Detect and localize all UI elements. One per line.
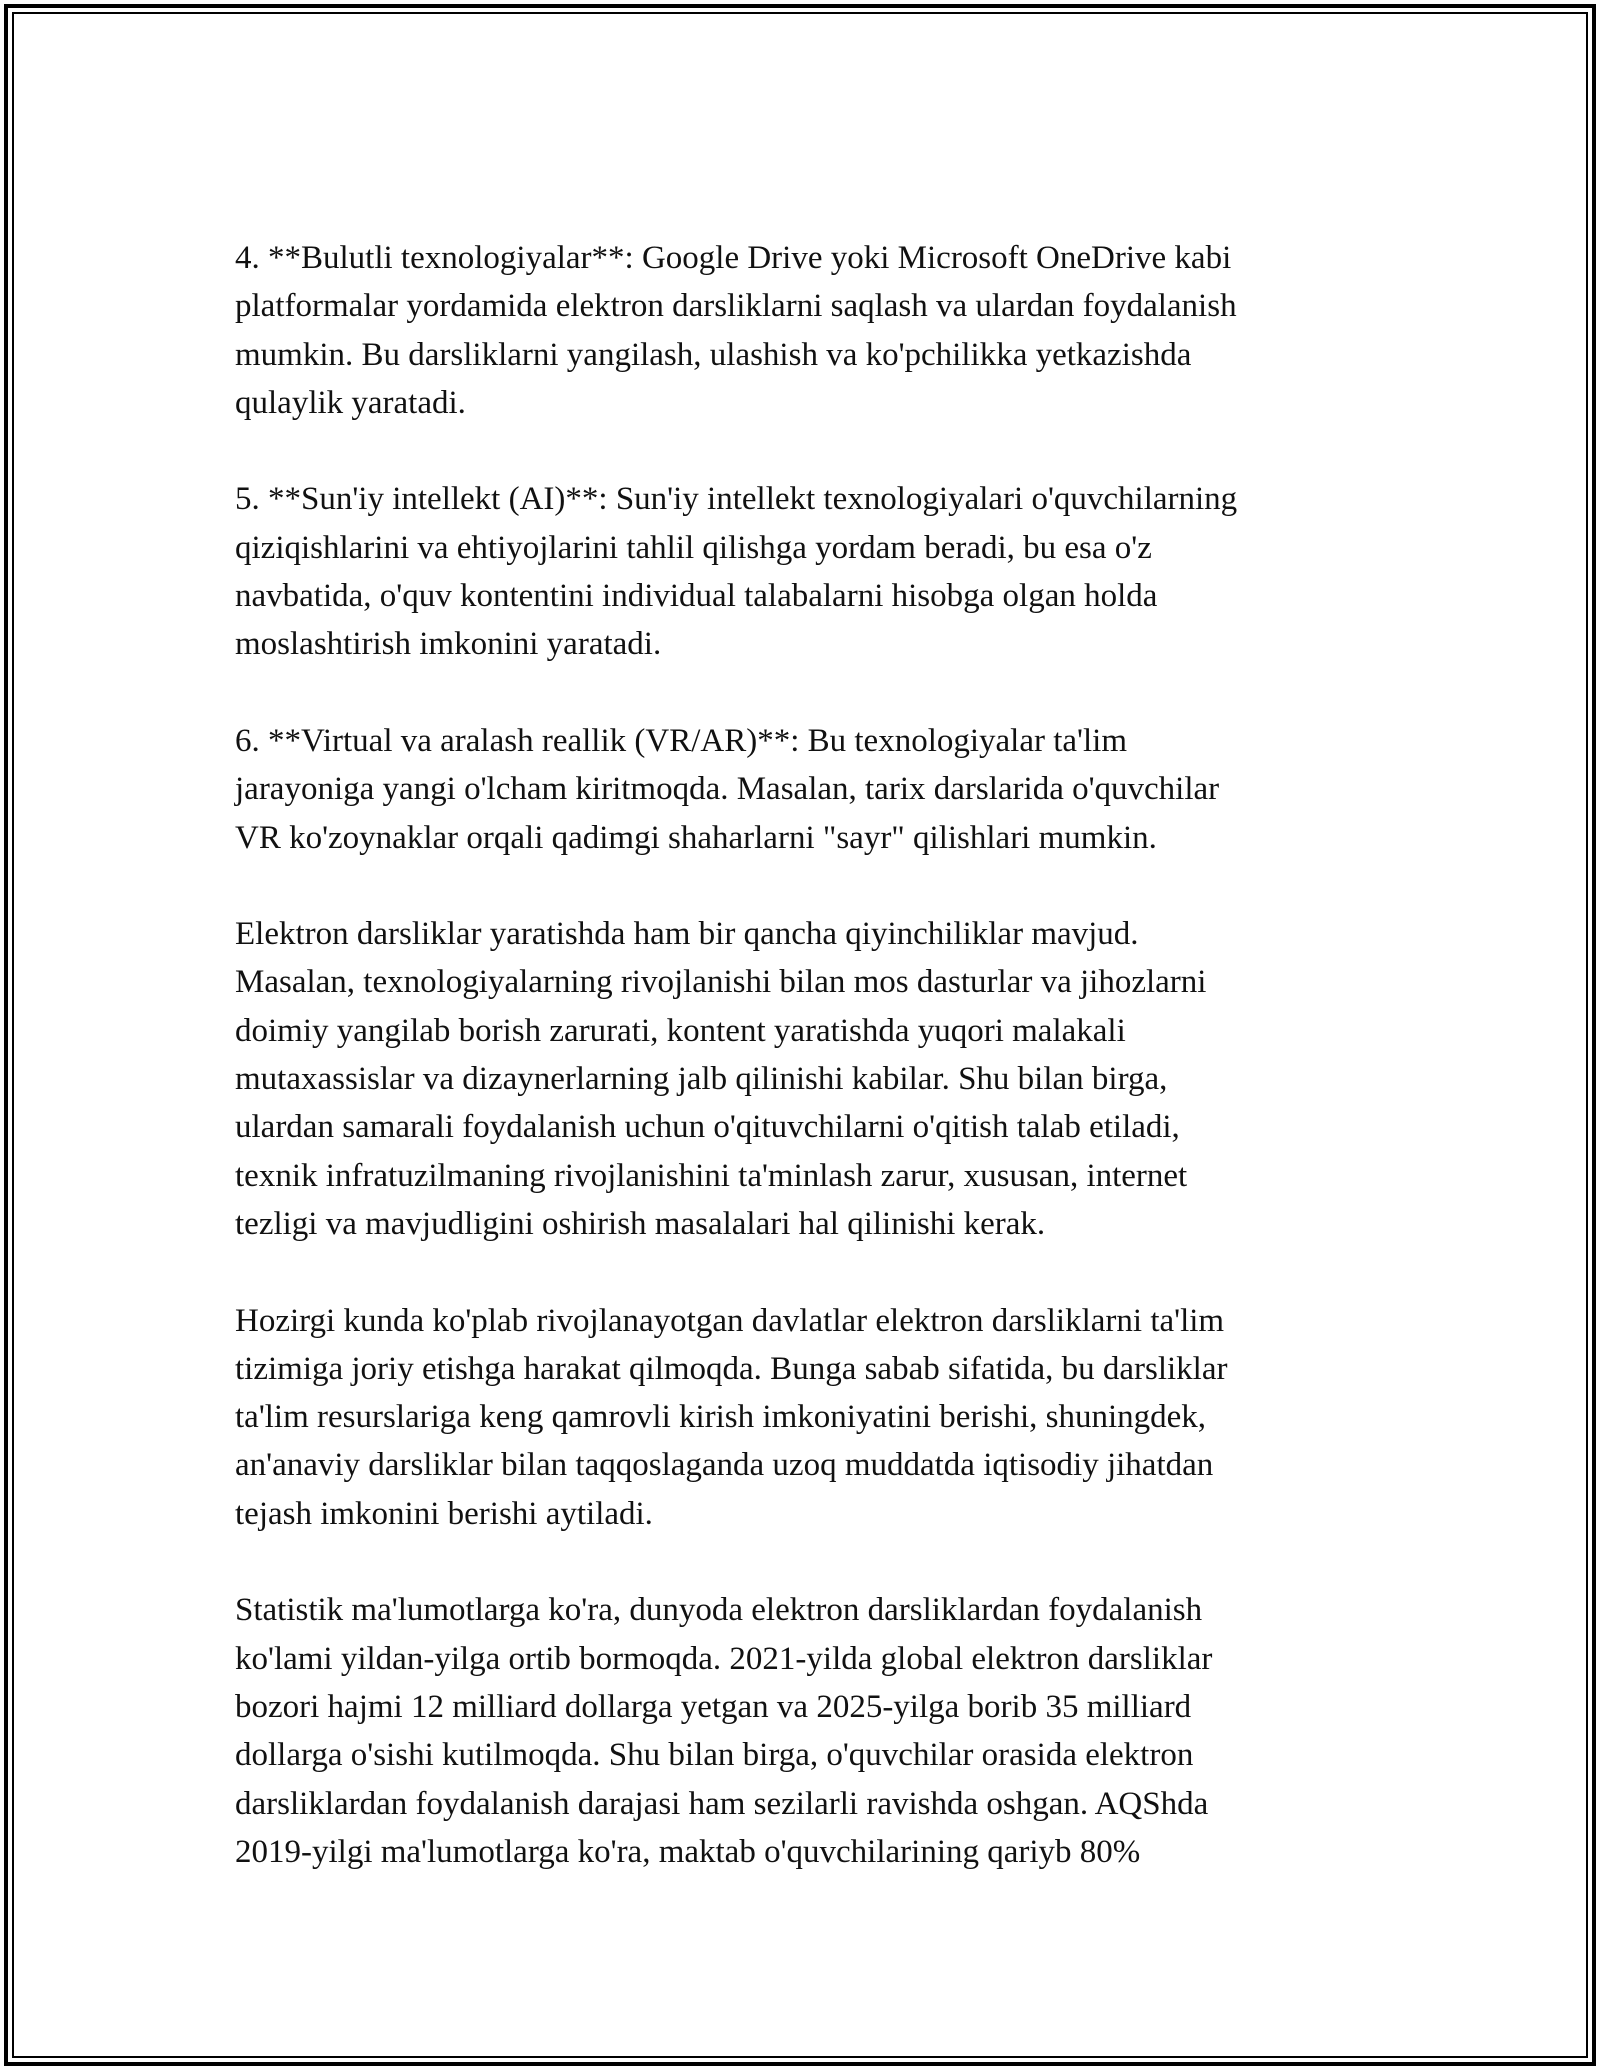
document-body [235, 234, 1385, 1924]
text-line: tezligi va mavjudligini oshirish masalalari hal qilinishi kerak. [235, 1205, 1046, 1242]
text-line: qulaylik yaratadi. [235, 384, 466, 421]
paragraph-statistics [235, 1586, 1385, 1876]
text-line: doimiy yangilab borish zarurati, kontent yaratishda yuqori malakali [235, 1012, 1126, 1049]
text-line: tizimiga joriy etishga harakat qilmoqda. Bunga sabab sifatida, bu darsliklar [235, 1350, 1228, 1387]
text-line: tejash imkonini berishi aytiladi. [235, 1495, 653, 1532]
text-line: jarayoniga yangi o'lcham kiritmoqda. Masalan, tarix darslarida o'quvchilar [235, 771, 1220, 808]
paragraph-artificial-intelligence [235, 475, 1385, 668]
text-line: Masalan, texnologiyalarning rivojlanishi bilan mos dasturlar va jihozlarni [235, 964, 1207, 1001]
text-line: 6. **Virtual va aralash reallik (VR/AR)**: Bu texnologiyalar ta'lim [235, 722, 1127, 759]
text-line: texnik infratuzilmaning rivojlanishini ta'minlash zarur, xususan, internet [235, 1157, 1188, 1194]
text-line: mutaxassislar va dizaynerlarning jalb qilinishi kabilar. Shu bilan birga, [235, 1061, 1168, 1098]
text-line: ko'lami yildan-yilga ortib bormoqda. 2021-yilda global elektron darsliklar [235, 1640, 1213, 1677]
paragraph-virtual-reality [235, 717, 1385, 862]
text-line: dollarga o'sishi kutilmoqda. Shu bilan birga, o'quvchilar orasida elektron [235, 1737, 1194, 1774]
text-line: navbatida, o'quv kontentini individual talabalarni hisobga olgan holda [235, 578, 1158, 615]
text-line: VR ko'zoynaklar orqali qadimgi shaharlarni "sayr" qilishlari mumkin. [235, 819, 1157, 856]
paragraph-cloud-technologies [235, 234, 1385, 427]
text-line: platformalar yordamida elektron darsliklarni saqlash va ulardan foydalanish [235, 288, 1237, 325]
text-line: darsliklardan foydalanish darajasi ham sezilarli ravishda oshgan. AQShda [235, 1785, 1209, 1822]
text-line: ta'lim resurslariga keng qamrovli kirish imkoniyatini berishi, shuningdek, [235, 1399, 1207, 1436]
text-line: bozori hajmi 12 milliard dollarga yetgan va 2025-yilga borib 35 milliard [235, 1688, 1192, 1725]
text-line: an'anaviy darsliklar bilan taqqoslaganda uzoq muddatda iqtisodiy jihatdan [235, 1447, 1214, 1484]
paragraph-developing-countries [235, 1297, 1385, 1538]
text-line: moslashtirish imkonini yaratadi. [235, 626, 662, 663]
text-line: Hozirgi kunda ko'plab rivojlanayotgan davlatlar elektron darsliklarni ta'lim [235, 1302, 1225, 1339]
text-line: Statistik ma'lumotlarga ko'ra, dunyoda elektron darsliklardan foydalanish [235, 1592, 1203, 1629]
text-line: ulardan samarali foydalanish uchun o'qituvchilarni o'qitish talab etiladi, [235, 1109, 1180, 1146]
text-line: 2019-yilgi ma'lumotlarga ko'ra, maktab o'quvchilarining qariyb 80% [235, 1833, 1141, 1870]
paragraph-challenges [235, 910, 1385, 1248]
text-line: 4. **Bulutli texnologiyalar**: Google Drive yoki Microsoft OneDrive kabi [235, 240, 1232, 276]
text-line: mumkin. Bu darsliklarni yangilash, ulashish va ko'pchilikka yetkazishda [235, 336, 1192, 373]
text-line: 5. **Sun'iy intellekt (AI)**: Sun'iy intellekt texnologiyalari o'quvchilarning [235, 481, 1238, 518]
text-line: qiziqishlarini va ehtiyojlarini tahlil qilishga yordam beradi, bu esa o'z [235, 529, 1152, 566]
text-line: Elektron darsliklar yaratishda ham bir qancha qiyinchiliklar mavjud. [235, 916, 1139, 953]
